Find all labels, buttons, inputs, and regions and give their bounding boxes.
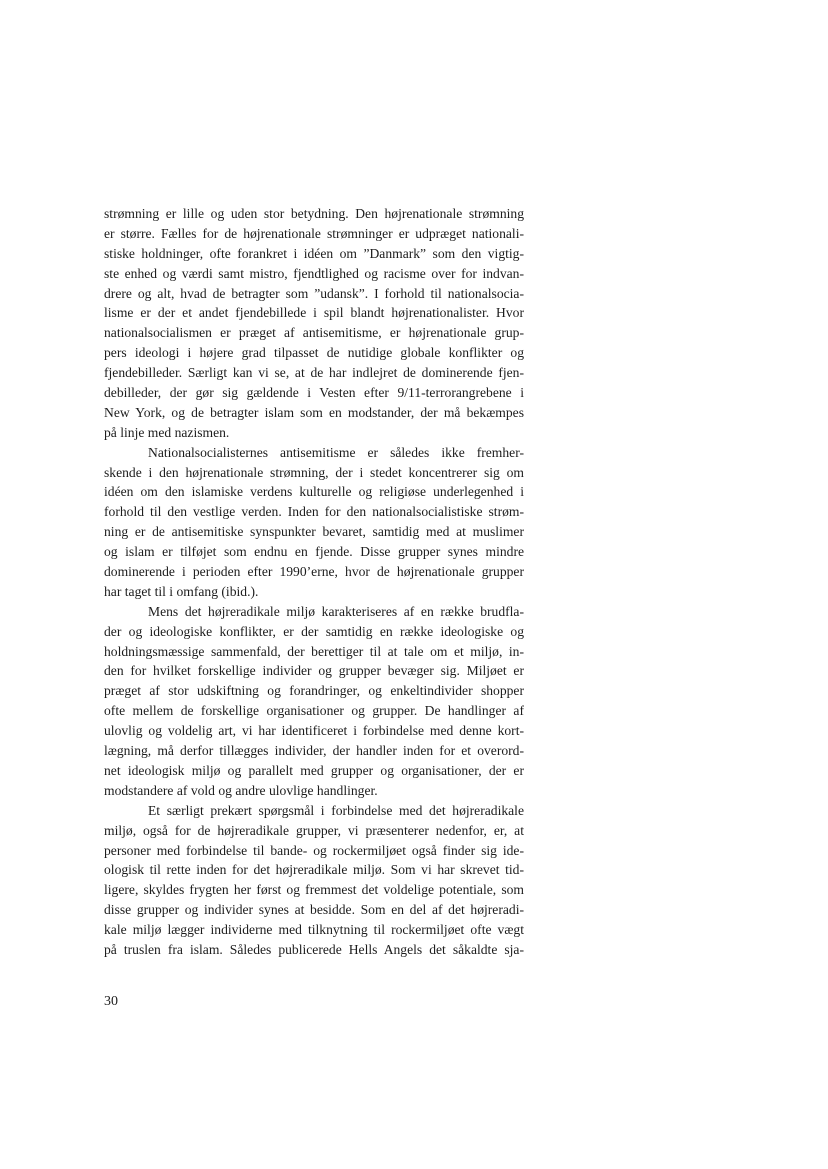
text-line: der og ideologiske konflikter, er der samtidig en række ideologiske og [104, 623, 524, 639]
text-line: fjendebilleder. Særligt kan vi se, at de har indlejret de dominerende fjen- [104, 365, 524, 381]
text-line: kale miljø lægger individerne med tilknytning til rockermiljøet ofte vægt [104, 922, 524, 938]
text-line: debilleder, der gør sig gældende i Vesten efter 9/11-terrorangrebene i [104, 385, 524, 401]
text-line: ning er de antisemitiske synspunkter bevaret, samtidig med at muslimer [104, 524, 524, 540]
text-line: har taget til i omfang (ibid.). [104, 583, 259, 599]
text-line: nationalsocialismen er præget af antisemitisme, er højrenationale grup- [104, 325, 524, 341]
text-line: den for hvilket forskellige individer og grupper bevæger sig. Miljøet er [104, 663, 524, 679]
text-line: drere og alt, hvad de betragter som ”udansk”. I forhold til nationalsocia- [104, 285, 524, 301]
text-line: skende i den højrenationale strømning, der i stedet koncentrerer sig om [104, 464, 524, 480]
text-line: modstandere af vold og andre ulovlige handlinger. [104, 782, 378, 798]
page-number: 30 [104, 994, 118, 1009]
text-line: ligere, skyldes frygten her først og fremmest det voldelige potentiale, som [104, 882, 524, 898]
text-line: forhold til den vestlige verden. Inden for den nationalsocialistiske strøm- [104, 504, 524, 520]
text-line: Mens det højreradikale miljø karakteriseres af en række brudfla- [148, 603, 524, 619]
text-line: dominerende i perioden efter 1990’erne, hvor de højrenationale grupper [104, 564, 524, 580]
text-line: strømning er lille og uden stor betydning. Den højrenationale strømning [104, 206, 524, 221]
text-line: disse grupper og individer synes at besidde. Som en del af det højreradi- [104, 902, 524, 918]
text-line: pers ideologi i højere grad tilpasset de nutidige globale konflikter og [104, 345, 524, 361]
text-line: stiske holdninger, ofte forankret i idéen om ”Danmark” som den vigtig- [104, 245, 524, 261]
text-line: præget af stor udskiftning og forandringer, og enkeltindivider shopper [104, 683, 524, 699]
body-text [104, 204, 524, 960]
text-line: lisme er der et andet fjendebillede i spil blandt højrenationalister. Hvor [104, 305, 524, 321]
text-line: holdningsmæssige sammenfald, der berettiger til at tale om et miljø, in- [104, 643, 524, 659]
text-line: er større. Fælles for de højrenationale strømninger er udpræget nationali- [104, 225, 524, 241]
text-line: lægning, må derfor tillægges individer, der handler inden for et overord- [104, 743, 524, 759]
text-line: New York, og de betragter islam som en modstander, der må bekæmpes [104, 404, 524, 420]
text-line: Et særligt prekært spørgsmål i forbindelse med det højreradikale [148, 802, 524, 818]
text-line: på truslen fra islam. Således publicerede Hells Angels det såkaldte sja- [104, 941, 524, 957]
text-line: Nationalsocialisternes antisemitisme er således ikke fremher- [148, 444, 524, 460]
text-line: ologisk til rette inden for det højreradikale miljø. Som vi har skrevet tid- [104, 862, 524, 878]
text-line: ste enhed og værdi samt mistro, fjendtlighed og racisme over for indvan- [104, 265, 524, 281]
text-line: personer med forbindelse til bande- og rockermiljøet også finder sig ide- [104, 842, 524, 858]
text-line: ofte mellem de forskellige organisationer og grupper. De handlinger af [104, 703, 524, 719]
text-line: og islam er tilføjet som endnu en fjende. Disse grupper synes mindre [104, 544, 524, 560]
text-line: miljø, også for de højreradikale grupper, vi præsenterer nedenfor, er, at [104, 822, 524, 838]
text-line: net ideologisk miljø og parallelt med grupper og organisationer, der er [104, 762, 524, 778]
text-line: ulovlig og voldelig art, vi har identificeret i forbindelse med denne kort- [104, 723, 524, 739]
text-line: på linje med nazismen. [104, 424, 230, 440]
text-line: idéen om den islamiske verdens kulturelle og religiøse underlegenhed i [104, 484, 524, 500]
